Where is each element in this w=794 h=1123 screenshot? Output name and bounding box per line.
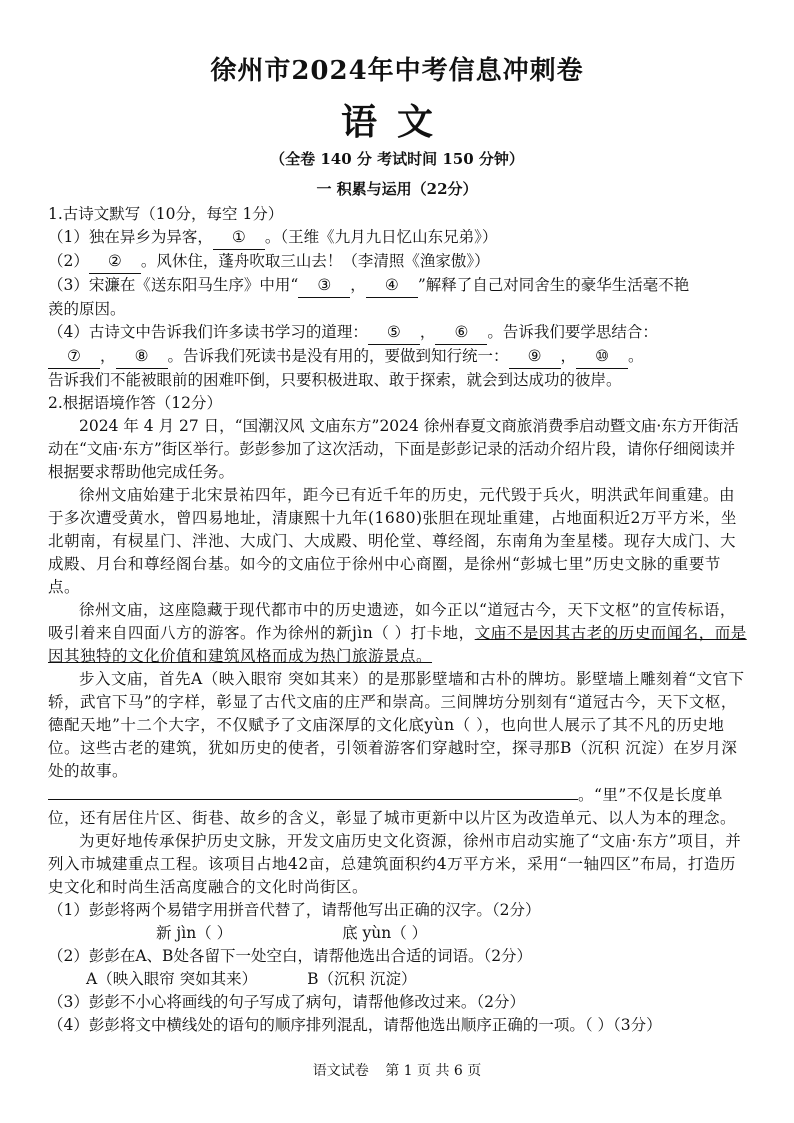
q1-text: 。（王维《九月九日忆山东兄弟》） <box>264 228 498 246</box>
q1-text: ， <box>560 347 577 365</box>
footer-page-number: 第 1 页 共 6 页 <box>385 1063 482 1079</box>
answer-blank-10[interactable]: ⑩ <box>576 345 628 369</box>
passage-paragraph-3: 步入文庙，首先A（映入眼帘 突如其来）的是那影壁墙和古朴的牌坊。影壁墙上雕刻着“文官下轿，武官下马”的字样，彰显了古代文庙的庄严和崇高。三间牌坊分别刻有“道冠古今，天下文枢，德配天地”十二个大字，不仅赋予了文庙深厚的文化底yùn（ ），也向世人展示了其不凡的历史地位。这些古老的建筑，犹如历史的使者，引领着游客们穿越时空，探寻那B（沉积 沉淀）在岁月深处的故事。 <box>48 670 745 780</box>
q1-item-4-cont <box>48 345 748 369</box>
passage-paragraph-1: 徐州文庙始建于北宋景祐四年，距今已有近千年的历史，元代毁于兵火，明洪武年间重建。由于多次遭受黄水，曾四易地址，清康熙十九年(1680)张胆在现址重建，占地面积近2万平方米，坐北朝南，有棂星门、泮池、大成门、大成殿、明伦堂、尊经阁，东南角为奎星楼。现存大成门、大成殿、月台和尊经阁台基。如今的文庙位于徐州中心商圈，是徐州“彭城七里”历史文脉的重要节点。 <box>48 486 737 596</box>
option-a[interactable]: A（映入眼帘 突如其来） <box>86 970 258 988</box>
passage-paragraph-5: 为更好地传承保护历史文脉，开发文庙历史文化资源，徐州市启动实施了“文庙·东方”项目，并列入市城建重点工程。该项目占地42亩，总建筑面积约4万平方米，采用“一轴四区”布局，打造历史文化和时尚生活高度融合的文化时尚街区。 <box>48 832 742 896</box>
passage-text: 。“里”不仅是长度单位，还有居住片区、街巷、故乡的含义，彰显了城市更新中以片区为改造单元、以人为本的理念。 <box>48 786 737 827</box>
subject-title: 语文 <box>340 101 453 143</box>
q1-text: ， <box>350 276 366 294</box>
sub-question-1: （1）彭彭将两个易错字用拼音代替了，请帮他写出正确的汉字。（2分） <box>48 901 541 919</box>
sentence-order-blank[interactable] <box>48 783 578 800</box>
footer-paper-name: 语文试卷 <box>312 1063 369 1079</box>
q1-text: （4）古诗文中告诉我们许多读书学习的道理： <box>48 323 368 341</box>
q1-item-4-end: 告诉我们不能被眼前的困难吓倒，只要积极进取、敢于探索，就会到达成功的彼岸。 <box>48 371 622 389</box>
answer-blank-9[interactable]: ⑨ <box>509 345 561 369</box>
section-heading: 一 积累与运用（22分） <box>316 180 478 198</box>
q1-text: 。告诉我们死读书是没有用的，要做到知行统一： <box>167 347 509 365</box>
q1-text: 。 <box>628 347 644 365</box>
passage-paragraph-2 <box>48 599 748 668</box>
q1-item-3-cont: 羡的原因。 <box>48 300 126 318</box>
q1-text: （2） <box>48 252 89 270</box>
underlined-sentence: 文庙不是因其古老的历史而闻名，而是因其独特的文化价值和建筑风格而成为热门旅游景点。 <box>48 624 747 665</box>
passage-paragraph-4 <box>48 783 748 830</box>
exam-title: 徐州市2024年中考信息冲刺卷 <box>210 56 584 86</box>
q1-text: ， <box>100 347 116 365</box>
word-options <box>48 968 748 991</box>
q1-item-2 <box>48 250 748 274</box>
q1-text: ”解释了自己对同舍生的豪华生活毫不艳 <box>417 276 690 294</box>
q2-intro: 2024 年 4 月 27 日，“国潮汉风 文庙东方”2024 徐州春夏文商旅消费季启动暨文庙·东方开街活动在“文庙·东方”街区举行。彭彭参加了这次活动，下面是彭彭记录的活动介绍片段，请你仔细阅读并根据要求帮助他完成任务。 <box>48 417 739 481</box>
sub-question-2: （2）彭彭在A、B处各留下一处空白，请帮他选出合适的词语。（2分） <box>48 947 533 965</box>
q1-item-3 <box>48 274 748 298</box>
answer-blank-3[interactable]: ③ <box>298 274 350 298</box>
pinyin-answers <box>48 922 748 945</box>
question-1-heading: 1.古诗文默写（10分，每空 1分） <box>48 205 284 223</box>
option-b[interactable]: B（沉积 沉淀） <box>307 970 417 988</box>
answer-blank-4[interactable]: ④ <box>366 274 418 298</box>
answer-blank-2[interactable]: ② <box>89 250 141 274</box>
answer-blank-8[interactable]: ⑧ <box>116 345 168 369</box>
q1-text: （1）独在异乡为异客， <box>48 228 213 246</box>
q1-item-1 <box>48 226 748 250</box>
question-2-heading: 2.根据语境作答（12分） <box>48 394 223 412</box>
q1-text: ， <box>419 323 436 341</box>
sub-question-3: （3）彭彭不小心将画线的句子写成了病句，请帮他修改过来。（2分） <box>48 993 525 1011</box>
answer-blank-1[interactable]: ① <box>213 226 265 250</box>
pinyin-blank-jin[interactable]: 新 jìn（ ） <box>156 924 233 942</box>
q1-item-4 <box>48 321 748 345</box>
q1-text: 。告诉我们要学思结合： <box>487 323 658 341</box>
exam-info: （全卷 140 分 考试时间 150 分钟） <box>270 150 524 168</box>
pinyin-blank-yun[interactable]: 底 yùn（ ） <box>342 924 428 942</box>
q1-text: 。风休住，蓬舟吹取三山去！（李清照《渔家傲》） <box>140 252 490 270</box>
sub-question-4: （4）彭彭将文中横线处的语句的顺序排列混乱，请帮他选出顺序正确的一项。（ ）（3分） <box>48 1016 662 1034</box>
passage-text: 徐州文庙，这座隐藏于现代都市中的历史遗迹，如今正以“道冠古今，天下文枢”的宣传标语，吸引着来自四面八方的游客。作为徐州的新jìn（ ）打卡地， <box>48 601 736 642</box>
q1-text: （3）宋濂在《送东阳马生序》中用“ <box>48 276 299 294</box>
page-footer <box>0 1060 794 1080</box>
exam-content <box>48 203 748 1037</box>
answer-blank-5[interactable]: ⑤ <box>368 321 420 345</box>
answer-blank-7[interactable]: ⑦ <box>48 345 100 369</box>
answer-blank-6[interactable]: ⑥ <box>435 321 487 345</box>
